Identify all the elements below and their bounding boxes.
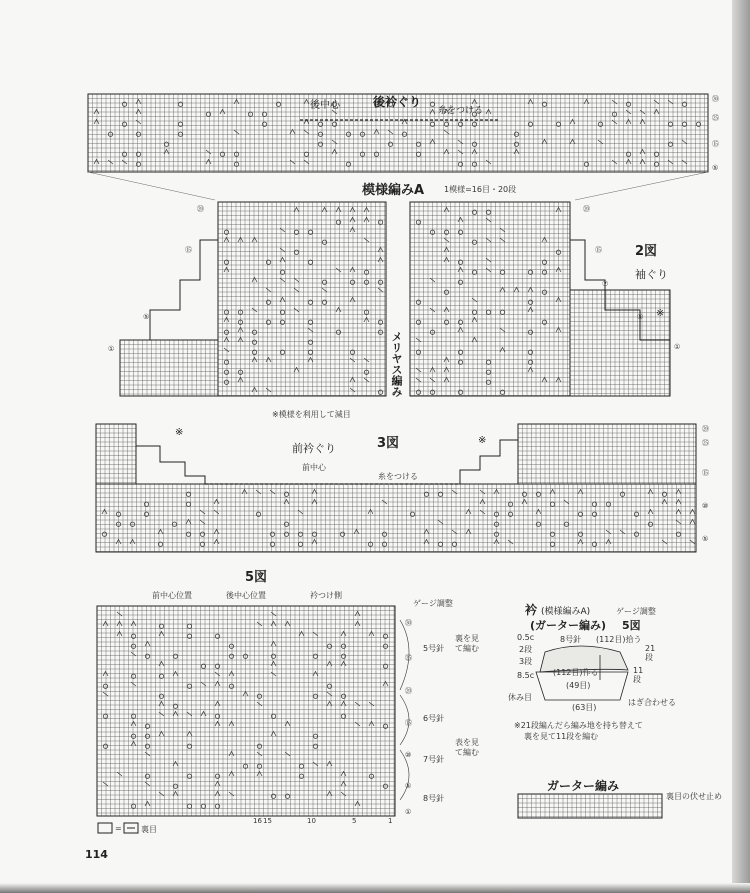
note-mark-3: ※: [478, 435, 487, 446]
fig-3-label: 3図: [377, 436, 400, 451]
needle-size: 5号針: [423, 644, 445, 653]
collar-85c: 8.5c: [517, 671, 535, 680]
armhole-label: 袖ぐり: [635, 268, 668, 281]
row-number: ⑳: [197, 205, 204, 213]
collar-8needle: 8号針: [560, 635, 582, 644]
row-number: ⑮: [712, 140, 719, 148]
row-number: ⑩: [702, 502, 709, 510]
row-number: ㉕: [405, 654, 412, 662]
collar-note-2: 裏を見て11段を編む: [524, 732, 599, 741]
row-number: ⑤: [143, 313, 150, 321]
collar-11dan: 11段: [633, 666, 644, 684]
row-number: ㉚: [712, 95, 719, 103]
garter-chart-gridlines: [518, 794, 662, 818]
row-number: ⑮: [405, 719, 412, 727]
stitch-number: 16: [253, 817, 262, 825]
left-body-chart-border: [218, 202, 386, 396]
front-neckline-title: 前衿ぐり: [292, 442, 336, 455]
fig-5-label: 5図: [245, 570, 268, 585]
back-neckline-title: 後衿ぐり: [373, 95, 422, 109]
collar-title-paren: (模様編みA): [541, 607, 591, 617]
collar-112make: (112目)作る: [553, 668, 599, 677]
needle-braces: [400, 620, 412, 800]
collar-rest: 休み目: [508, 693, 532, 702]
note-mark-1: ※: [656, 308, 665, 319]
row-number: ⑤: [702, 535, 709, 543]
collar-attach-side: 衿つけ側: [310, 591, 342, 600]
stitch-number: 10: [307, 817, 316, 825]
needle-note: 裏を見て編む: [455, 634, 479, 653]
legend-blank-box: [98, 823, 112, 833]
book-binding-shadow: [732, 0, 750, 893]
front-left-steps-gridlines: [96, 424, 136, 484]
row-number: ㉕: [702, 439, 709, 447]
row-number: ①: [108, 345, 115, 353]
collar-note-1: ※21段編んだら編み地を持ち替えて: [514, 721, 643, 730]
repeat-note: 1模様=16目・20段: [444, 185, 517, 194]
gauge-adjust-label: ゲージ調整: [413, 599, 453, 608]
row-number: ㉚: [405, 619, 412, 627]
row-number: ㉕: [712, 114, 719, 122]
front-center-position: 前中心位置: [152, 591, 192, 600]
back-neck-chart-yarnover-symbols: [108, 102, 700, 166]
front-right-steps-gridlines: [518, 424, 696, 484]
bind-off-label: 裏目の伏せ止め: [666, 792, 722, 801]
stitch-number: 5: [352, 817, 357, 825]
front-center-label: 前中心: [302, 463, 326, 472]
stockinette-label: メリヤス編み: [390, 331, 403, 397]
row-number: ⑮: [595, 246, 602, 254]
collar-63: (63目): [572, 703, 597, 712]
collar-05c: 0.5c: [517, 633, 535, 642]
stitch-number: 15: [263, 817, 272, 825]
front-body-chart-yarnover-symbols: [102, 492, 680, 546]
collar-title: 衿: [525, 603, 538, 617]
needle-size: 7号針: [423, 755, 445, 764]
front-right-neck-edge: [460, 424, 518, 484]
decrease-note: ※模様を利用して減目: [272, 410, 351, 419]
left-body-chart-gridlines: [218, 202, 386, 396]
pattern-a-title: 模様編みA: [362, 183, 425, 198]
fig-2-label: 2図: [635, 244, 658, 259]
needle-note: 表を見て編む: [455, 738, 479, 757]
row-number: ⑳: [702, 425, 709, 433]
front-left-neck-edge: [136, 430, 205, 484]
row-number: ⑤: [712, 164, 719, 172]
row-number: ⑦: [602, 280, 609, 288]
collar-subtitle: (ガーター編み): [530, 619, 607, 632]
row-number: ①: [405, 808, 412, 816]
garter-title: ガーター編み: [547, 779, 620, 793]
needle-size: 8号針: [423, 794, 445, 803]
row-number: ⑳: [405, 687, 412, 695]
collar-112pick: (112目)拾う: [596, 635, 642, 644]
back-center-position: 後中心位置: [226, 591, 266, 600]
row-number: ⑤: [405, 782, 412, 790]
row-number: ①: [674, 343, 681, 351]
collar-21dan: 21段: [645, 644, 656, 662]
collar-49: (49目): [566, 681, 591, 690]
collar-chart-gridlines: [97, 606, 395, 816]
left-armhole-steps-gridlines: [120, 340, 218, 396]
row-number: ⑮: [702, 469, 709, 477]
note-mark-2: ※: [175, 427, 184, 438]
collar-join: はぎ合わせる: [628, 698, 676, 707]
collar-3dan: 3段: [519, 657, 533, 666]
row-number: ⑳: [583, 205, 590, 213]
attach-yarn-label: 糸をつける: [438, 106, 484, 116]
row-number: ⑤: [637, 313, 644, 321]
stitch-number: 1: [388, 817, 393, 825]
page-bottom-shadow: [0, 883, 750, 893]
collar-2dan: 2段: [519, 645, 533, 654]
back-center-label: 後中心: [310, 100, 340, 111]
right-armhole-steps-gridlines: [570, 290, 670, 396]
attach-yarn-label-2: 糸をつける: [378, 472, 418, 481]
left-armhole-steps-border: [120, 340, 218, 396]
collar-gauge: ゲージ調整: [616, 607, 656, 616]
page-number: 114: [85, 848, 108, 861]
row-number: ⑮: [185, 246, 192, 254]
legend-equals: =: [115, 824, 122, 833]
collar-fig: 5図: [622, 619, 641, 632]
right-body-chart-yarnover-symbols: [416, 210, 560, 394]
needle-size: 6号針: [423, 714, 445, 723]
legend-purl-label: 裏目: [141, 825, 157, 834]
row-number: ⑩: [405, 751, 412, 759]
